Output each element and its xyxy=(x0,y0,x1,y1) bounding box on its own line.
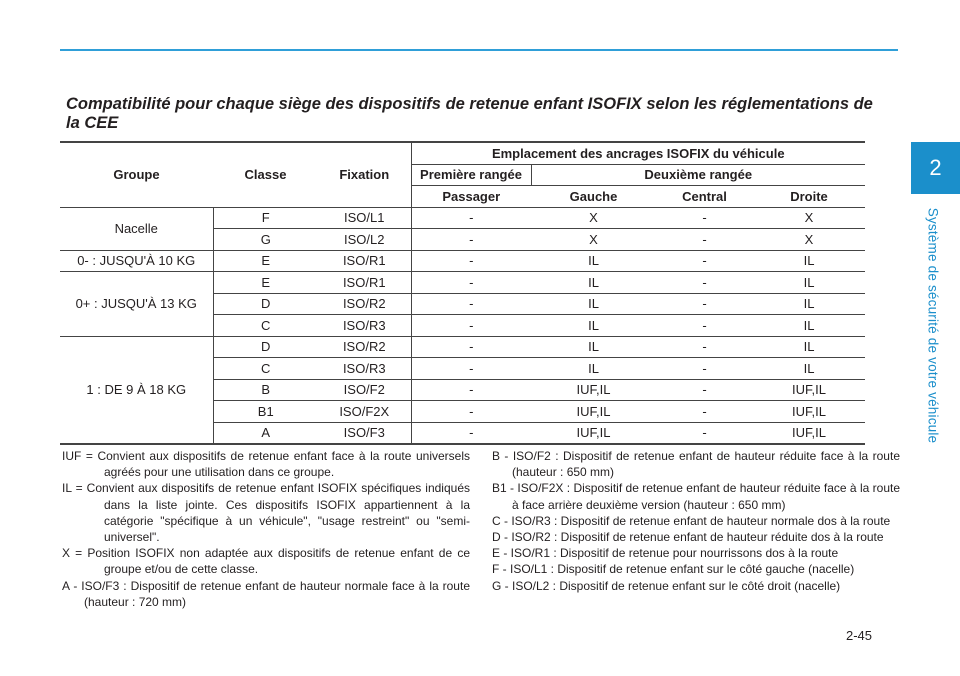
chapter-side-label xyxy=(918,200,948,450)
fixation-cell: ISO/R3 xyxy=(318,358,411,380)
passager-cell: - xyxy=(411,315,531,337)
fixation-cell: ISO/F2X xyxy=(318,401,411,423)
passager-cell: - xyxy=(411,207,531,229)
fixation-cell: ISO/R2 xyxy=(318,336,411,358)
droite-cell: X xyxy=(753,229,865,251)
classe-cell: B1 xyxy=(213,401,318,423)
droite-cell: IL xyxy=(753,336,865,358)
chapter-title: Système de sécurité de votre véhicule xyxy=(925,207,941,443)
passager-cell: - xyxy=(411,250,531,272)
classe-cell: E xyxy=(213,272,318,294)
passager-cell: - xyxy=(411,379,531,401)
top-rule xyxy=(60,49,898,51)
central-cell: - xyxy=(656,250,753,272)
legend-left xyxy=(62,448,470,610)
legend-item: D - ISO/R2 : Dispositif de retenue enfant de hauteur réduite dos à la route xyxy=(492,530,884,545)
legend-item: IUF = Convient aux dispositifs de retenue enfant face à la route universels agréés pour une utilisation dans ce groupe. xyxy=(62,449,470,480)
groupe-cell: Nacelle xyxy=(60,207,213,250)
fixation-cell: ISO/R1 xyxy=(318,250,411,272)
table-header-row xyxy=(60,142,865,164)
legend-item: IL = Convient aux dispositifs de retenue enfant ISOFIX spécifiques indiqués dans la liste jointe. Ces dispositifs ISOFIX appartiennent à la catégorie "spécifique à un véhicule", "usage restreint" ou "semi-universel". xyxy=(62,481,470,545)
header-droite: Droite xyxy=(753,186,865,208)
classe-cell: C xyxy=(213,358,318,380)
legend-item: B1 - ISO/F2X : Dispositif de retenue enfant de hauteur réduite face à la route à face arrière deuxième version (hauteur : 650 mm) xyxy=(492,481,900,512)
header-premiere-rangee: Première rangée xyxy=(411,164,531,186)
classe-cell: E xyxy=(213,250,318,272)
table-row xyxy=(60,272,865,294)
droite-cell: IL xyxy=(753,358,865,380)
header-emplacement: Emplacement des ancrages ISOFIX du véhicule xyxy=(411,142,865,164)
classe-cell: C xyxy=(213,315,318,337)
header-central: Central xyxy=(656,186,753,208)
table-row xyxy=(60,336,865,358)
groupe-cell: 1 : DE 9 À 18 KG xyxy=(60,336,213,444)
header-groupe: Groupe xyxy=(60,142,213,207)
table-body xyxy=(60,207,865,444)
droite-cell: IL xyxy=(753,293,865,315)
legend-item: E - ISO/R1 : Dispositif de retenue pour nourrissons dos à la route xyxy=(492,546,839,561)
passager-cell: - xyxy=(411,229,531,251)
legend-item: A - ISO/F3 : Dispositif de retenue enfant de hauteur normale face à la route (hauteur : 720 mm) xyxy=(62,578,470,609)
droite-cell: IL xyxy=(753,272,865,294)
header-deuxieme-rangee: Deuxième rangée xyxy=(531,164,865,186)
classe-cell: B xyxy=(213,379,318,401)
passager-cell: - xyxy=(411,401,531,423)
gauche-cell: IUF,IL xyxy=(531,422,656,444)
legend-item: F - ISO/L1 : Dispositif de retenue enfant sur le côté gauche (nacelle) xyxy=(492,562,855,577)
gauche-cell: IL xyxy=(531,315,656,337)
header-passager: Passager xyxy=(411,186,531,208)
classe-cell: G xyxy=(213,229,318,251)
table-row xyxy=(60,250,865,272)
groupe-cell: 0+ : JUSQU'À 13 KG xyxy=(60,272,213,337)
gauche-cell: X xyxy=(531,207,656,229)
droite-cell: IL xyxy=(753,315,865,337)
passager-cell: - xyxy=(411,358,531,380)
gauche-cell: X xyxy=(531,229,656,251)
chapter-number-tab xyxy=(911,142,960,194)
passager-cell: - xyxy=(411,336,531,358)
fixation-cell: ISO/R2 xyxy=(318,293,411,315)
fixation-cell: ISO/R3 xyxy=(318,315,411,337)
isofix-compatibility-table xyxy=(60,141,865,445)
central-cell: - xyxy=(656,358,753,380)
fixation-cell: ISO/F2 xyxy=(318,379,411,401)
chapter-number: 2 xyxy=(929,155,942,180)
central-cell: - xyxy=(656,229,753,251)
legend-item: G - ISO/L2 : Dispositif de retenue enfant sur le côté droit (nacelle) xyxy=(492,578,841,593)
gauche-cell: IL xyxy=(531,250,656,272)
gauche-cell: IUF,IL xyxy=(531,401,656,423)
droite-cell: X xyxy=(753,207,865,229)
table-row xyxy=(60,207,865,229)
central-cell: - xyxy=(656,401,753,423)
fixation-cell: ISO/F3 xyxy=(318,422,411,444)
central-cell: - xyxy=(656,336,753,358)
passager-cell: - xyxy=(411,293,531,315)
gauche-cell: IL xyxy=(531,293,656,315)
header-fixation: Fixation xyxy=(318,142,411,207)
page-number: 2-45 xyxy=(846,628,873,643)
legend-right xyxy=(492,448,900,594)
classe-cell: F xyxy=(213,207,318,229)
fixation-cell: ISO/L2 xyxy=(318,229,411,251)
groupe-cell: 0- : JUSQU'À 10 KG xyxy=(60,250,213,272)
gauche-cell: IL xyxy=(531,336,656,358)
droite-cell: IUF,IL xyxy=(753,422,865,444)
central-cell: - xyxy=(656,315,753,337)
fixation-cell: ISO/L1 xyxy=(318,207,411,229)
central-cell: - xyxy=(656,272,753,294)
central-cell: - xyxy=(656,207,753,229)
passager-cell: - xyxy=(411,272,531,294)
droite-cell: IUF,IL xyxy=(753,401,865,423)
central-cell: - xyxy=(656,293,753,315)
central-cell: - xyxy=(656,379,753,401)
legend-item: B - ISO/F2 : Dispositif de retenue enfant de hauteur réduite face à la route (hauteur : 650 mm) xyxy=(492,449,900,480)
classe-cell: A xyxy=(213,422,318,444)
legend-item: X = Position ISOFIX non adaptée aux dispositifs de retenue enfant de ce groupe et/ou de cette classe. xyxy=(62,546,470,577)
passager-cell: - xyxy=(411,422,531,444)
legend-item: C - ISO/R3 : Dispositif de retenue enfant de hauteur normale dos à la route xyxy=(492,513,891,528)
fixation-cell: ISO/R1 xyxy=(318,272,411,294)
gauche-cell: IL xyxy=(531,358,656,380)
classe-cell: D xyxy=(213,293,318,315)
section-title: Compatibilité pour chaque siège des dispositifs de retenue enfant ISOFIX selon les réglementations de la CEE xyxy=(66,95,873,132)
droite-cell: IL xyxy=(753,250,865,272)
central-cell: - xyxy=(656,422,753,444)
gauche-cell: IUF,IL xyxy=(531,379,656,401)
droite-cell: IUF,IL xyxy=(753,379,865,401)
gauche-cell: IL xyxy=(531,272,656,294)
header-gauche: Gauche xyxy=(531,186,656,208)
classe-cell: D xyxy=(213,336,318,358)
header-classe: Classe xyxy=(213,142,318,207)
